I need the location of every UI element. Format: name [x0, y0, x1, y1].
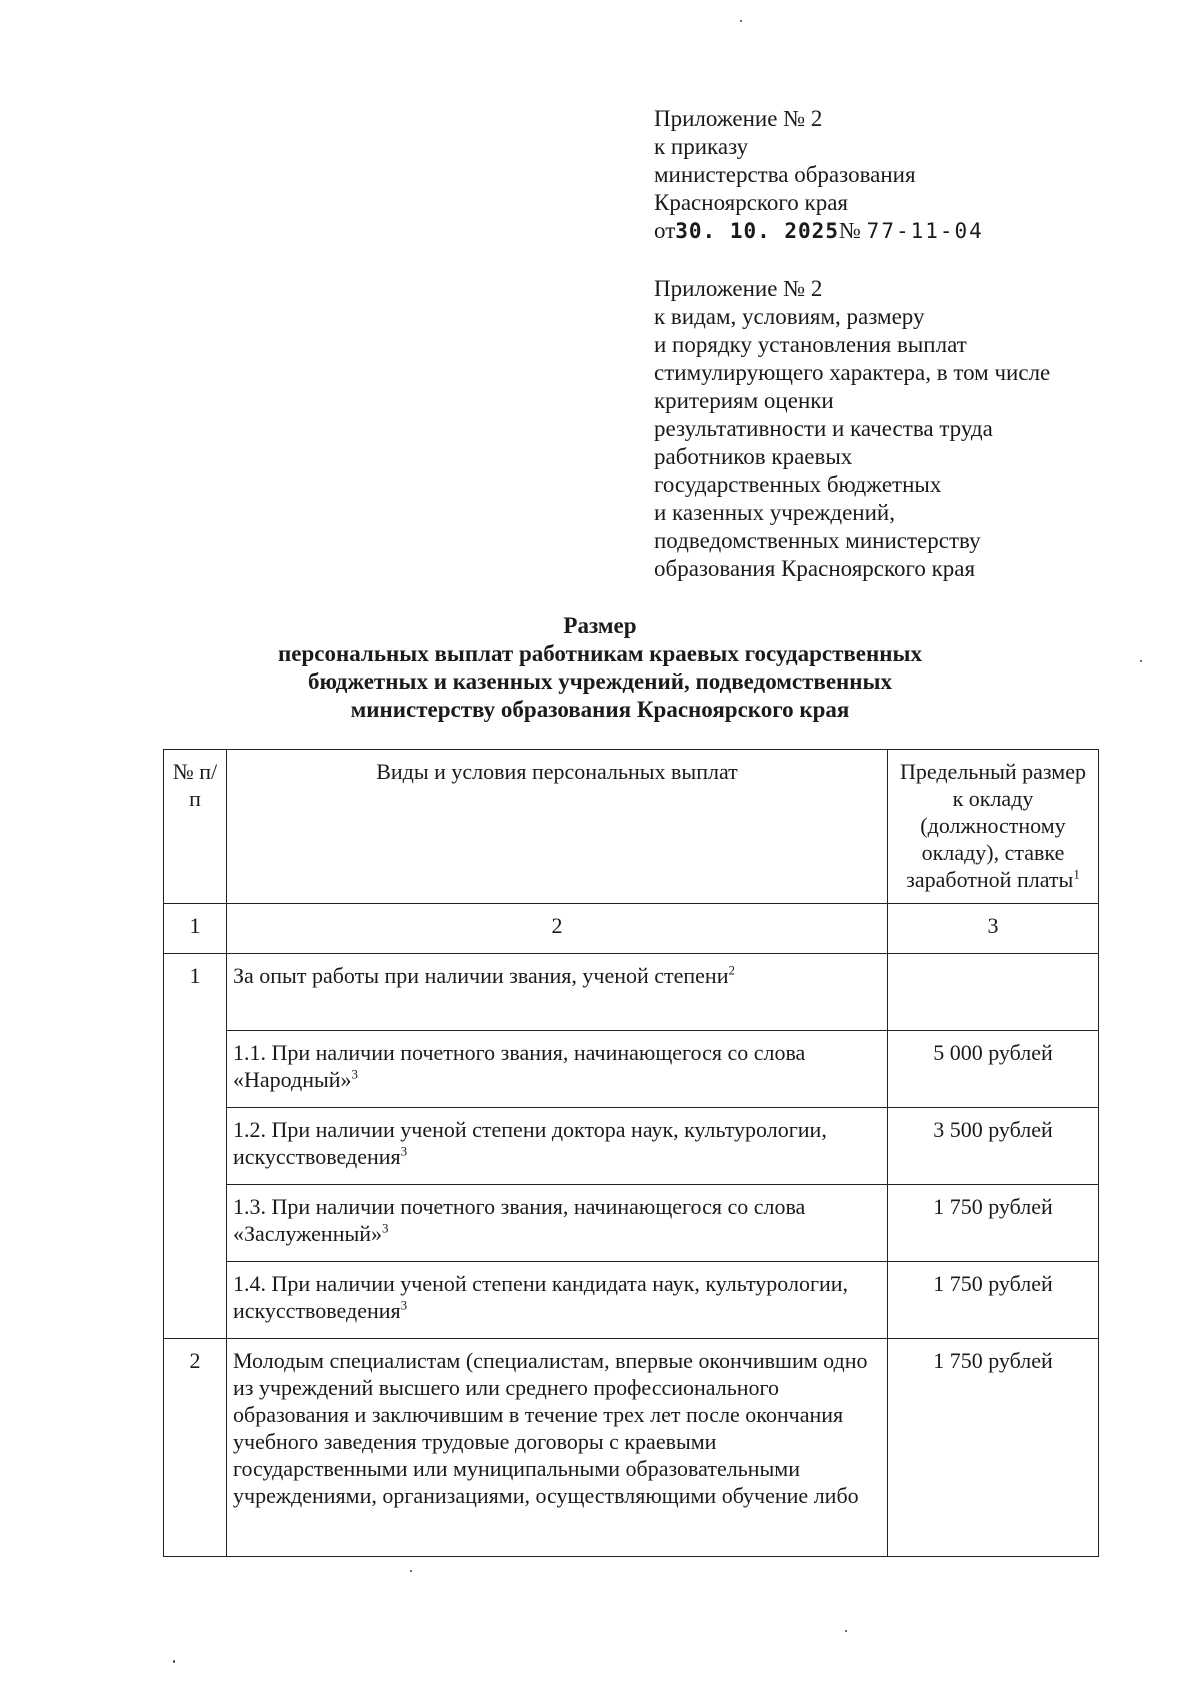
- appendix-rules-line: работников краевых: [654, 444, 853, 469]
- section-text: За опыт работы при наличии звания, ученой степени: [233, 963, 729, 988]
- table-row: [164, 1108, 1099, 1185]
- row-amount: 1 750 рублей: [888, 1185, 1099, 1262]
- document-title: [150, 612, 1050, 724]
- column-number: 3: [888, 904, 1099, 954]
- title-line: персональных выплат работникам краевых государственных: [278, 641, 922, 666]
- appendix-order-line: к приказу: [654, 134, 749, 159]
- appendix-order-line: Приложение № 2: [654, 106, 823, 131]
- row-amount: 5 000 рублей: [888, 1031, 1099, 1108]
- footnote-ref: 3: [382, 1220, 389, 1236]
- appendix-rules-line: подведомственных министерству: [654, 528, 981, 553]
- appendix-rules-line: к видам, условиям, размеру: [654, 304, 925, 329]
- order-date-line: [654, 217, 1114, 245]
- appendix-rules-line: результативности и качества труда: [654, 416, 993, 441]
- footnote-ref: 2: [728, 962, 735, 978]
- appendix-rules-line: критериям оценки: [654, 388, 834, 413]
- row-amount: 1 750 рублей: [888, 1339, 1099, 1557]
- appendix-rules-line: образования Красноярского края: [654, 556, 976, 581]
- column-number: 1: [164, 904, 227, 954]
- date-prefix: от: [654, 218, 676, 243]
- table-row: [164, 954, 1099, 1031]
- table-header-row: [164, 750, 1099, 904]
- handwritten-date: 30. 10. 2025: [675, 219, 839, 243]
- row-text: [227, 1108, 888, 1185]
- footnote-ref: 3: [400, 1297, 408, 1313]
- row-text: [227, 1031, 888, 1108]
- header-types: Виды и условия персональных выплат: [227, 750, 888, 904]
- scan-speck: [845, 1630, 847, 1632]
- scan-speck: [1140, 660, 1142, 662]
- appendix-order-line: министерства образования: [654, 162, 916, 187]
- appendix-rules-line: стимулирующего характера, в том числе: [654, 360, 1051, 385]
- appendix-rules-block: [654, 275, 1114, 583]
- table-row: [164, 1339, 1099, 1557]
- table-row: [164, 1185, 1099, 1262]
- appendix-rules-line: Приложение № 2: [654, 276, 823, 301]
- table-row: [164, 1262, 1099, 1339]
- scan-speck: [740, 20, 742, 22]
- item-text: 1.4. При наличии ученой степени кандидата наук, культурологии, искусствоведения: [233, 1271, 849, 1323]
- item-text: 1.3. При наличии почетного звания, начинающегося со слова «Заслуженный»: [233, 1194, 806, 1246]
- scan-speck: [173, 1660, 175, 1663]
- footnote-ref: 3: [400, 1143, 408, 1159]
- row-text: [227, 1262, 888, 1339]
- row-number: 2: [164, 1339, 227, 1557]
- column-number: 2: [227, 904, 888, 954]
- footnote-ref: 1: [1073, 866, 1080, 882]
- row-number: 1: [164, 954, 227, 1339]
- appendix-order-line: Красноярского края: [654, 190, 848, 215]
- row-amount: [888, 954, 1099, 1031]
- appendix-rules-line: и казенных учреждений,: [654, 500, 895, 525]
- appendix-rules-line: государственных бюджетных: [654, 472, 942, 497]
- table-row: [164, 1031, 1099, 1108]
- handwritten-order-number: 77-11-04: [866, 219, 984, 243]
- header-max-size-text: Предельный размер к окладу (должностному окладу), ставке заработной платы: [900, 759, 1086, 892]
- column-numbers-row: [164, 904, 1099, 954]
- row-amount: 3 500 рублей: [888, 1108, 1099, 1185]
- item-text: 1.1. При наличии почетного звания, начинающегося со слова «Народный»: [233, 1040, 806, 1092]
- number-sign: №: [838, 218, 861, 243]
- item-text: 1.2. При наличии ученой степени доктора наук, культурологии, искусствоведения: [233, 1117, 827, 1169]
- footnote-ref: 3: [351, 1066, 359, 1082]
- appendix-order-block: [654, 105, 1114, 245]
- row-amount: 1 750 рублей: [888, 1262, 1099, 1339]
- appendix-rules-line: и порядку установления выплат: [654, 332, 967, 357]
- title-line: Размер: [563, 613, 637, 638]
- title-line: бюджетных и казенных учреждений, подведомственных: [307, 669, 893, 694]
- scan-speck: [410, 1570, 412, 1572]
- header-max-size: [888, 750, 1099, 904]
- row-text: [227, 1185, 888, 1262]
- row-text: [227, 954, 888, 1031]
- row-text: Молодым специалистам (специалистам, впервые окончившим одно из учреждений высшего или среднего профессионального образования и заключившим в течение трех лет после окончания учебного заведения трудовые договоры с краевыми государственными или муниципальными образовательными учреждениями, организациями, осуществляющими обучение либо: [227, 1339, 888, 1557]
- payments-table: [163, 749, 1099, 1557]
- title-line: министерству образования Красноярского края: [350, 697, 850, 722]
- header-num: № п/п: [164, 750, 227, 904]
